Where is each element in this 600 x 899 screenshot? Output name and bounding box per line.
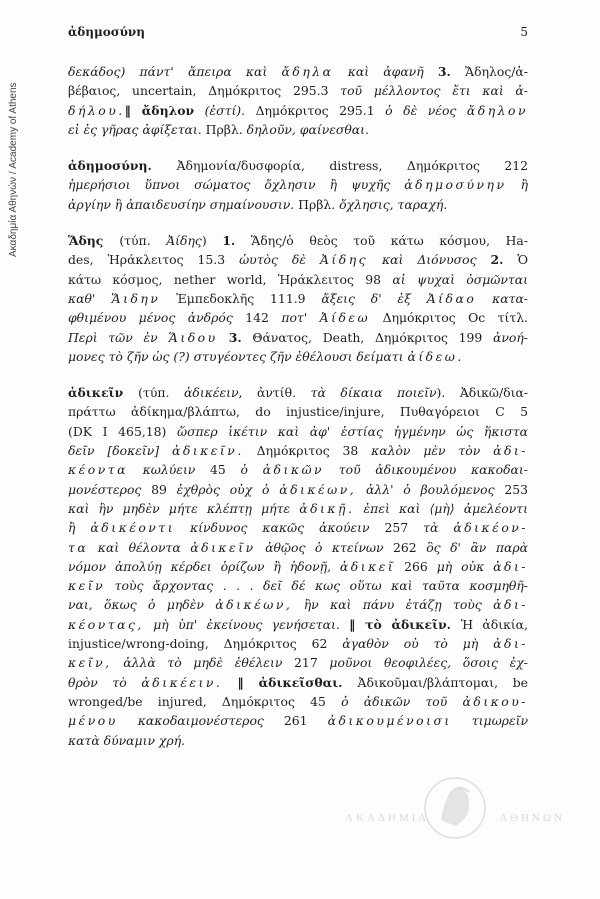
text-segment: τοὺς ἄρχοντας . . . δεῖ δέ κως οὕτω καὶ ταῦτα κοσμηθῆ- xyxy=(105,578,528,594)
text-segment: Περὶ τῶν ἐν xyxy=(68,329,169,345)
text-segment: 45 xyxy=(210,462,241,478)
text-segment: des, Ἡράκλειτος 15.3 xyxy=(68,252,240,268)
text-line xyxy=(68,195,528,214)
text-segment: 1. xyxy=(222,233,236,249)
text-segment: Ἅιδην xyxy=(111,290,161,306)
archive-stamp: Ακαδημία Αθηνών / Academy of Athens xyxy=(8,82,19,258)
text-segment: ἀδικέων, xyxy=(215,597,293,613)
text-segment: ὁ δὲ νέος xyxy=(385,102,467,118)
text-segment: μένου xyxy=(68,713,118,729)
text-segment: Ἀίδης xyxy=(319,252,369,268)
text-line xyxy=(68,673,528,692)
text-segment: καὶ ἀφανῆ xyxy=(333,64,438,79)
text-segment: ὁ xyxy=(240,462,263,478)
text-segment: τὰ δίκαια ποιεῖν xyxy=(310,385,437,401)
text-segment: ἐχθρὸς οὐχ ὁ xyxy=(176,481,280,497)
text-segment: ἀλλὰ τὸ μηδὲ ἐθέλειν xyxy=(111,655,295,671)
text-line xyxy=(68,120,528,139)
text-segment: ἢν καὶ πάνυ ἐτάζῃ τοὺς xyxy=(292,597,494,613)
text-segment: Ὁ xyxy=(503,252,528,268)
text-segment: μονέστερος xyxy=(68,481,152,497)
text-segment: δηλοῦν, φαίνεσθαι. xyxy=(246,121,369,137)
text-segment: θρὸν τὸ xyxy=(68,674,142,690)
text-line xyxy=(68,692,528,711)
text-segment: ‖ τὸ ἀδικεῖν. xyxy=(349,616,461,632)
text-segment: ὃς δ' ἂν παρὰ xyxy=(426,539,528,555)
text-segment: ἀδικέειν xyxy=(184,385,239,401)
text-segment: μονες τὸ ζῆν ὡς (?) στυγέοντες ζῆν ἐθέλουσι δείματι xyxy=(68,348,408,364)
text-segment: καὶ θέλοντα xyxy=(88,539,191,555)
text-segment: κακοδαιμονέστερος xyxy=(117,713,284,729)
text-segment: ἀλλ' ὁ βουλόμενος xyxy=(356,481,505,497)
text-segment: 262 xyxy=(393,539,427,555)
text-segment: ἀδικέον- xyxy=(453,520,528,536)
text-segment: βέβαιος, uncertain, Δημόκριτος 295.3 xyxy=(68,83,341,99)
text-segment: ἀίδεω. xyxy=(407,348,464,364)
text-segment: Δημόκριτος 38 xyxy=(243,443,372,459)
text-segment: ἀργίην ἢ ἀπαιδευσίην σημαίνουσιν. xyxy=(68,196,299,212)
academy-watermark xyxy=(345,770,565,860)
text-line xyxy=(68,101,528,120)
text-segment: Ἅδης xyxy=(68,233,120,249)
dictionary-entry xyxy=(68,156,528,214)
text-segment: κεῖν, xyxy=(68,655,112,671)
text-segment: ἀδικέειν. xyxy=(141,674,223,690)
text-line xyxy=(68,270,528,289)
text-line xyxy=(68,576,528,595)
text-segment: (DK I 465,18) xyxy=(68,423,177,439)
entry-paragraph xyxy=(68,231,528,366)
text-line xyxy=(68,441,528,460)
text-segment: ἀθῷος ὁ κτείνων xyxy=(255,539,394,555)
text-segment: τα xyxy=(68,539,89,555)
text-line xyxy=(68,175,528,194)
page-number: 5 xyxy=(520,25,528,39)
text-segment: Ἡ ἀδικία, xyxy=(460,616,528,632)
text-segment: ἄδηλα xyxy=(281,64,334,79)
text-segment: Ἀδημονία/δυσφορία, distress, Δημόκριτος 212 xyxy=(176,158,528,174)
text-line xyxy=(68,615,528,634)
text-segment: ἢ xyxy=(506,177,528,193)
text-line xyxy=(68,289,528,308)
text-segment: ποτ' xyxy=(281,310,320,326)
text-segment: μὴ ὑπ' ἐκείνους γενήσεται. xyxy=(143,616,350,632)
text-segment: ἀδι- xyxy=(493,597,528,613)
dictionary-entry xyxy=(68,231,528,366)
text-segment: ἀδι- xyxy=(493,443,528,459)
text-segment: ὡυτὸς δὲ xyxy=(239,252,320,268)
text-segment: κέοντα xyxy=(68,462,128,478)
text-line xyxy=(68,518,528,537)
text-segment: ἀνοή- xyxy=(493,329,528,345)
text-segment: κατα- xyxy=(476,290,528,306)
text-segment: ἀδικεῖν. xyxy=(171,443,244,459)
text-line xyxy=(68,634,528,653)
watermark-right-text: ΑΘΗΝΩΝ xyxy=(499,812,565,824)
text-segment: τοῦ ἀδικουμένου κακοδαι- xyxy=(324,462,528,478)
dictionary-entry xyxy=(68,383,528,750)
dictionary-text xyxy=(68,62,528,767)
text-segment: κέοντας, xyxy=(68,616,144,632)
text-segment: νόμον ἀπολύῃ κέρδει ὁρίζων ἢ ἡδονῇ, xyxy=(68,558,340,574)
text-line xyxy=(68,653,528,672)
text-segment: Ἀίδης xyxy=(166,233,202,249)
text-segment: ἀδικῇ. xyxy=(299,500,355,516)
text-segment: Ἄδηλος/ἀ- xyxy=(450,64,528,79)
text-segment: εἰ ἐς γῆρας ἀφίξεται. xyxy=(68,121,206,137)
text-segment: Ἀίδαο xyxy=(426,290,477,306)
text-segment: Ἅιδου xyxy=(168,329,218,345)
text-segment: Ἅδης/ὁ θεὸς τοῦ κάτω κόσμου, Ha- xyxy=(235,233,528,249)
text-segment: 257 xyxy=(384,520,424,536)
text-segment: ναι, ὅκως ὁ μηδὲν xyxy=(68,597,216,613)
text-line xyxy=(68,383,528,402)
text-segment: ἀδι- xyxy=(493,636,528,652)
text-segment: μὴ οὐκ xyxy=(436,558,494,574)
text-segment: τὰ xyxy=(423,520,454,536)
text-segment: ἡμερήσιοι ὕπνοι σώματος ὄχλησιν ἢ ψυχῆς xyxy=(68,177,405,193)
text-segment: ἀδικέων, xyxy=(279,481,357,497)
text-segment: μοῦνοι θεοφιλέες, ὅσοις ἐχ- xyxy=(329,655,528,671)
text-segment: δεκάδος) πάντ' ἄπειρα καὶ xyxy=(68,64,282,79)
text-segment: δεῖν [δοκεῖν] xyxy=(68,443,172,459)
text-segment: Δημόκριτος 295.1 xyxy=(255,102,386,118)
text-segment: ὥσπερ ἱκέτιν καὶ ἀφ' ἑστίας ἡγμένην ὡς ἥκιστα xyxy=(177,423,528,439)
text-segment: ἐπεὶ καὶ ⟨μὴ⟩ ἀμελέοντι xyxy=(354,500,528,516)
text-line xyxy=(68,711,528,730)
text-segment: ἀδικῶν xyxy=(262,462,325,478)
text-segment: Ἐμπεδοκλῆς 111.9 xyxy=(160,290,322,306)
text-segment: 3. xyxy=(437,64,451,79)
text-segment: wronged/be injured, Δημόκριτος 45 xyxy=(68,693,342,709)
text-segment: ἀδικεῖν xyxy=(190,539,256,555)
text-segment: ‖ ἄδηλον xyxy=(124,102,195,118)
text-segment: καθ' xyxy=(68,290,112,306)
text-segment: κίνδυνος κακῶς ἀκούειν xyxy=(175,520,385,536)
text-segment: Πρβλ. xyxy=(205,121,247,137)
text-segment: (ἐστί). xyxy=(194,102,256,118)
text-segment: 89 xyxy=(151,481,177,497)
text-segment: κεῖν xyxy=(68,578,106,594)
text-segment: ὄχλησις, ταραχή. xyxy=(339,196,448,212)
text-segment: 217 xyxy=(294,655,330,671)
text-segment: ἀδικουμένοισι xyxy=(327,713,452,729)
text-segment: 2. xyxy=(490,252,504,268)
text-segment: ὁ ἀδικῶν τοῦ xyxy=(341,693,463,709)
text-segment: καὶ ἣν μηδὲν μήτε κλέπτῃ μήτε xyxy=(68,500,300,516)
text-segment: Θάνατος, Death, Δημόκριτος 199 xyxy=(241,329,494,345)
watermark-left-text: ΑΚΑΔΗΜΙΑ xyxy=(345,812,430,824)
text-segment: ἀδικεῖν xyxy=(68,385,139,401)
text-line xyxy=(68,328,528,347)
running-head: ἀδημοσύνη xyxy=(68,25,145,39)
entry-paragraph xyxy=(68,383,528,750)
text-line xyxy=(68,62,528,81)
text-segment: κάτω κόσμος, nether world, Ἡράκλειτος 98 xyxy=(68,271,393,287)
text-line xyxy=(68,731,528,750)
text-segment: κωλύειν xyxy=(128,462,211,478)
text-line xyxy=(68,347,528,366)
text-segment: ‖ ἀδικεῖσθαι. xyxy=(222,674,358,690)
text-segment: Δημόκριτος Oc τίτλ. xyxy=(370,310,528,326)
text-segment: 266 xyxy=(395,558,437,574)
text-line xyxy=(68,422,528,441)
text-segment: καὶ Διόνυσος xyxy=(368,252,491,268)
entry-paragraph xyxy=(68,62,528,139)
text-segment: ἀδημοσύνη. xyxy=(68,158,177,174)
text-segment: ἀγαθὸν οὐ τὸ μὴ xyxy=(342,636,494,652)
text-line xyxy=(68,402,528,421)
text-line xyxy=(68,499,528,518)
text-segment: Ἀδικοῦμαι/βλάπτομαι, be xyxy=(357,674,528,690)
text-segment: ). Ἀδικῶ/δια- xyxy=(436,385,528,401)
text-segment: τοῦ μέλλοντος ἔτι καὶ ἀ- xyxy=(340,83,528,99)
text-segment: καλὸν μὲν τὸν xyxy=(371,443,494,459)
text-segment: αἱ ψυχαὶ ὀσμῶνται xyxy=(392,271,528,287)
entry-paragraph xyxy=(68,156,528,214)
text-segment: 261 xyxy=(283,713,328,729)
text-segment: (τύπ. xyxy=(138,385,185,401)
text-segment: τιμωρεῖν xyxy=(451,713,528,729)
dictionary-entry xyxy=(68,62,528,139)
text-segment: , ἀντίθ. xyxy=(238,385,311,401)
text-line xyxy=(68,480,528,499)
text-segment: 3. xyxy=(217,329,242,345)
text-line xyxy=(68,81,528,100)
text-line xyxy=(68,250,528,269)
text-segment: κατὰ δύναμιν χρή. xyxy=(68,732,186,748)
page-header xyxy=(68,25,528,43)
text-segment: 142 xyxy=(245,310,282,326)
text-line xyxy=(68,595,528,614)
text-line xyxy=(68,156,528,175)
text-line xyxy=(68,460,528,479)
text-segment: Πρβλ. xyxy=(298,196,340,212)
text-segment: Ἀίδεω xyxy=(319,310,371,326)
text-segment: ἀδικου- xyxy=(462,693,528,709)
text-segment: ἢ xyxy=(68,520,91,536)
text-segment: ἄδηλον xyxy=(466,102,528,118)
text-segment: δήλου. xyxy=(68,102,125,118)
text-line xyxy=(68,557,528,576)
text-segment: 253 xyxy=(504,481,529,497)
text-segment: ἀδικέοντι xyxy=(90,520,176,536)
text-line xyxy=(68,538,528,557)
text-segment: ἀδι- xyxy=(493,558,528,574)
text-segment: φθιμένου μένος ἀνδρός xyxy=(68,310,246,326)
text-segment: injustice/wrong-doing, Δημόκριτος 62 xyxy=(68,636,343,652)
text-segment: ) xyxy=(201,233,223,249)
text-segment: ἄξεις δ' ἐξ xyxy=(321,290,427,306)
text-segment: ἀδικεῖ xyxy=(339,558,396,574)
text-segment: (τύπ. xyxy=(119,233,167,249)
text-line xyxy=(68,231,528,250)
text-segment: πράττω ἀδίκημα/βλάπτω, do injustice/injure, Πυθαγόρειοι C 5 xyxy=(68,404,528,420)
text-segment: ἀδημοσύνην xyxy=(404,177,507,193)
text-line xyxy=(68,308,528,327)
